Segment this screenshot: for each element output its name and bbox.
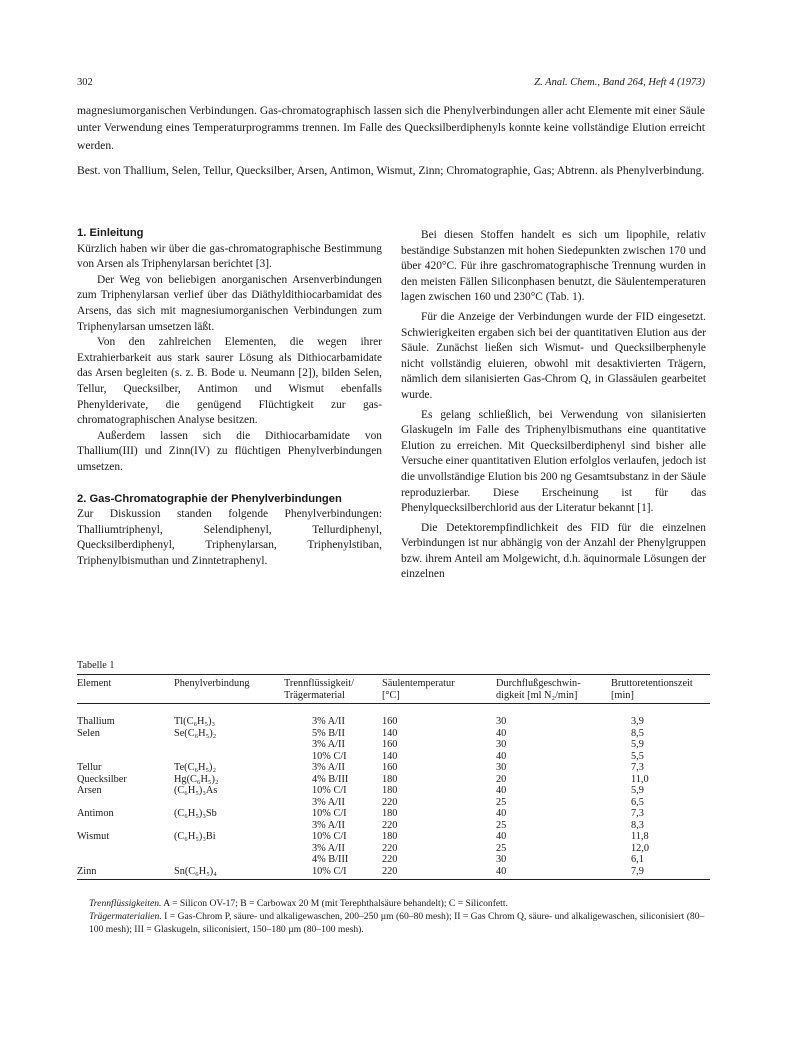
table-cell-ret: 8,3 bbox=[631, 819, 644, 831]
table-cell-ret: 6,1 bbox=[631, 854, 644, 865]
table-cell-temp: 180 bbox=[382, 808, 398, 819]
table-cell-element: Selen bbox=[77, 727, 100, 739]
table-cell-temp: 180 bbox=[382, 773, 398, 785]
table-cell-flow: 25 bbox=[496, 819, 507, 831]
paragraph: Zur Diskussion standen folgende Phenylverbindungen: Thalliumtriphenyl, Selendiphenyl, Tellurdiphenyl, Quecksilberdiphenyl, Triphenylarsan, Triphenylstiban, Triphenylbismuthan und Zinntetraphenyl. bbox=[77, 508, 382, 567]
column-header-temperature: Säulentemperatur [°C] bbox=[382, 675, 496, 704]
table-cell-phase: 10% C/I bbox=[312, 785, 347, 796]
table-cell-temp: 180 bbox=[382, 785, 398, 796]
table-cell-compound: Se(C₆H₅)₂ bbox=[174, 727, 217, 739]
table-cell-flow: 40 bbox=[496, 750, 507, 762]
table-cell-element bbox=[77, 820, 174, 832]
table-cell-element: Antimon bbox=[77, 808, 114, 819]
table-footnotes bbox=[89, 897, 711, 936]
table-cell-ret: 6,5 bbox=[631, 796, 644, 808]
keywords: Best. von Thallium, Selen, Tellur, Quecksilber, Arsen, Antimon, Wismut, Zinn; Chromatographie, Gas; Abtrenn. als Phenylverbindung. bbox=[77, 163, 705, 177]
table-cell-ret: 12,0 bbox=[631, 842, 650, 854]
table-cell-compound bbox=[174, 820, 284, 832]
table-cell-ret: 11,8 bbox=[631, 831, 649, 842]
table-cell-ret: 5,5 bbox=[631, 750, 644, 762]
table-cell-phase: 4% B/III bbox=[312, 854, 349, 865]
table-cell-temp: 220 bbox=[382, 819, 398, 831]
right-column bbox=[401, 228, 706, 583]
table-cell-flow: 20 bbox=[496, 773, 507, 785]
table-cell-phase: 10% C/I bbox=[312, 831, 347, 842]
table-row bbox=[77, 704, 710, 728]
table-cell-temp: 160 bbox=[382, 762, 398, 773]
paragraph: Von den zahlreichen Elementen, die wegen ihrer Extrahierbarkeit aus stark saurer Lösung als Dithiocarbamidate das Arsen begleiten (s. z. B. Bode u. Neumann [2]), bilden Selen, Tellur, Quecksilber, Antimon und Wismut ebenfalls Phenylderivate, die genügend Flüchtigkeit zur gas-chromatographischen Analyse besitzen. bbox=[77, 336, 382, 427]
table-cell-element bbox=[77, 739, 174, 751]
column-header-retention: Bruttoretentionszeit [min] bbox=[611, 675, 710, 704]
table-cell-ret: 7,3 bbox=[631, 808, 644, 819]
paragraph: Außerdem lassen sich die Dithiocarbamidate von Thallium(III) und Zinn(IV) zu flüchtigen Phenylverbindungen umsetzen. bbox=[77, 429, 382, 473]
paragraph: Kürzlich haben wir über die gas-chromatographische Bestimmung von Arsen als Triphenylarsan berichtet [3]. bbox=[77, 242, 382, 271]
table-cell-flow: 40 bbox=[496, 831, 507, 842]
table-cell-phase: 3% A/II bbox=[312, 842, 345, 854]
abstract-text: magnesiumorganischen Verbindungen. Gas-chromatographisch lassen sich die Phenylverbindungen aller acht Elemente mit einer Säule unter Verwendung eines Temperaturprogramms trennen. Im Falle des Quecksilberdiphenyls konnte keine vollständige Elution erreicht werden. bbox=[77, 104, 705, 152]
section-heading-einleitung: 1. Einleitung bbox=[77, 227, 144, 239]
table-cell-element bbox=[77, 751, 174, 763]
table-row bbox=[77, 785, 710, 797]
table-cell-temp: 220 bbox=[382, 842, 398, 854]
table-cell-compound: Hg(C₆H₅)₂ bbox=[174, 773, 219, 785]
table-cell-compound bbox=[174, 843, 284, 855]
table-cell-phase: 5% B/II bbox=[312, 727, 345, 739]
table-cell-flow: 30 bbox=[496, 762, 507, 773]
table-cell-ret: 5,9 bbox=[631, 739, 644, 750]
table-cell-compound: Te(C₆H₅)₂ bbox=[174, 762, 217, 773]
table-cell-phase: 3% A/II bbox=[312, 819, 345, 831]
table-cell-temp: 220 bbox=[382, 796, 398, 808]
table-cell-temp: 140 bbox=[382, 750, 398, 762]
table-row bbox=[77, 797, 710, 809]
table-cell-compound bbox=[174, 854, 284, 866]
table-cell-flow: 40 bbox=[496, 866, 611, 880]
table-cell-temp: 220 bbox=[382, 854, 398, 865]
footnote-traegermaterialien: Trägermaterialien. I = Gas-Chrom P, säure- und alkaligewaschen, 200–250 µm (60–80 mesh); II = Gas Chrom Q, säure- und alkaligewaschen, siliconisiert (80–100 mesh); III = Glaskugeln, siliconisiert, 150–180 µm (80–100 mesh). bbox=[89, 911, 705, 935]
table-cell-temp: 140 bbox=[382, 727, 398, 739]
table-cell-temp: 160 bbox=[382, 739, 398, 750]
table-cell-phase: 10% C/I bbox=[312, 750, 347, 762]
paragraph: Die Detektorempfindlichkeit des FID für die einzelnen Verbindungen ist nur abhängig von der Anzahl der Phenylgruppen bzw. ihrem Anteil am Molgewicht, d.h. äquinormale Lösungen der einzelnen bbox=[401, 521, 706, 581]
column-header-flow: Durchflußgeschwin- digkeit [ml N₂/min] bbox=[496, 675, 611, 704]
page-number: 302 bbox=[77, 77, 93, 88]
table-cell-temp: 220 bbox=[382, 866, 496, 880]
table-cell-element: Wismut bbox=[77, 831, 110, 842]
table-cell-element bbox=[77, 797, 174, 809]
paragraph: Bei diesen Stoffen handelt es sich um lipophile, relativ beständige Substanzen mit hohen Siedepunkten zwischen 170 und über 420°C. Für ihre gaschromatographische Trennung wurden in den meisten Fällen Siliconphasen benutzt, die Säulentemperaturen lagen zwischen 160 und 230°C (Tab. 1). bbox=[401, 229, 706, 304]
table-cell-flow: 25 bbox=[496, 842, 507, 854]
table-cell-compound: Sn(C₆H₅)₄ bbox=[174, 866, 284, 880]
table-row bbox=[77, 762, 710, 774]
table-cell-element: Arsen bbox=[77, 785, 102, 796]
table-row bbox=[77, 854, 710, 866]
table-row bbox=[77, 843, 710, 855]
table-cell-ret: 3,9 bbox=[631, 716, 644, 727]
table-row bbox=[77, 774, 710, 786]
table-cell-flow: 40 bbox=[496, 785, 507, 796]
table-cell-element: Zinn bbox=[77, 866, 174, 880]
table-cell-flow: 30 bbox=[496, 739, 507, 750]
table-cell-compound: (C₆H₅)₃As bbox=[174, 785, 218, 796]
table-row bbox=[77, 820, 710, 832]
table-row bbox=[77, 808, 710, 820]
table-cell-phase: 4% B/III bbox=[312, 773, 349, 785]
table-cell-ret: 8,5 bbox=[631, 727, 644, 739]
table-cell-phase: 3% A/II bbox=[312, 716, 345, 727]
running-header bbox=[77, 77, 705, 88]
table-row bbox=[77, 739, 710, 751]
column-header-element: Element bbox=[77, 675, 174, 704]
table-cell-ret: 7,9 bbox=[611, 866, 710, 880]
table-cell-flow: 30 bbox=[496, 716, 507, 727]
table-cell-element: Tellur bbox=[77, 762, 102, 773]
table-cell-compound bbox=[174, 739, 284, 751]
column-header-compound: Phenylverbindung bbox=[174, 675, 284, 704]
table-cell-element bbox=[77, 854, 174, 866]
data-table bbox=[77, 674, 710, 880]
table-row bbox=[77, 831, 710, 843]
table-cell-compound bbox=[174, 751, 284, 763]
footnote-trennfluessigkeiten: Trennflüssigkeiten. A = Silicon OV-17; B = Carbowax 20 M (mit Terephthalsäure behandelt); C = Siliconfett. bbox=[89, 898, 508, 909]
table-caption: Tabelle 1 bbox=[77, 660, 115, 671]
table-cell-flow: 40 bbox=[496, 808, 507, 819]
table-cell-phase: 10% C/I bbox=[284, 866, 382, 880]
table-cell-element bbox=[77, 843, 174, 855]
table-cell-phase: 3% A/II bbox=[312, 762, 345, 773]
table-cell-ret: 5,9 bbox=[631, 785, 644, 796]
table-cell-phase: 10% C/I bbox=[312, 808, 347, 819]
table-row bbox=[77, 866, 710, 880]
paragraph: Der Weg von beliebigen anorganischen Arsenverbindungen zum Triphenylarsan verlief über das Diäthyldithiocarbamidat des Arsens, das sich mit magnesiumorganischen Verbindungen zum Triphenylarsan umsetzen läßt. bbox=[77, 273, 382, 333]
table-cell-element: Quecksilber bbox=[77, 773, 127, 785]
table-row bbox=[77, 728, 710, 740]
section-heading-gas-chromatographie: 2. Gas-Chromatographie der Phenylverbindungen bbox=[77, 492, 342, 505]
abstract bbox=[77, 102, 705, 179]
table-cell-temp: 160 bbox=[382, 716, 398, 727]
journal-citation: Z. Anal. Chem., Band 264, Heft 4 (1973) bbox=[534, 77, 705, 88]
table-cell-flow: 25 bbox=[496, 796, 507, 808]
column-header-phase: Trennflüssigkeit/ Trägermaterial bbox=[284, 675, 382, 704]
paragraph: Für die Anzeige der Verbindungen wurde der FID eingesetzt. Schwierigkeiten ergaben sich bei der quantitativen Elution aus der Säule. Zunächst ließen sich Wismut- und Quecksilberphenyle nicht vollständig eluieren, obwohl mit desaktivierten Trägern, nämlich dem silanisierten Gas-Chrom Q, in Glassäulen gearbeitet wurde. bbox=[401, 310, 706, 401]
table-cell-phase: 3% A/II bbox=[312, 796, 345, 808]
table-cell-flow: 30 bbox=[496, 854, 507, 865]
table-header-row bbox=[77, 675, 710, 704]
table-cell-ret: 11,0 bbox=[631, 773, 649, 785]
table-cell-element: Thallium bbox=[77, 716, 115, 727]
paragraph: Es gelang schließlich, bei Verwendung von silanisierten Glaskugeln im Falle des Triphenylbismuthans eine quantitative Elution zu erreichen. Mit Quecksilberdiphenyl sind bisher alle Versuche einer quantitativen Elution erfolglos verlaufen, jedoch ist die unvollständige Elution bis 200 ng Gesamtsubstanz in der Säule reproduzierbar. Diese Erscheinung ist für das Phenylquecksilberchlorid aus der Literatur bekannt [1]. bbox=[401, 408, 706, 515]
table-cell-compound: (C₆H₅)₃Bi bbox=[174, 831, 216, 842]
table-cell-temp: 180 bbox=[382, 831, 398, 842]
table-cell-compound: Tl(C₆H₅)₃ bbox=[174, 716, 216, 727]
table-cell-phase: 3% A/II bbox=[312, 739, 345, 750]
table-cell-compound: (C₆H₅)₃Sb bbox=[174, 808, 217, 819]
table-row bbox=[77, 751, 710, 763]
left-column bbox=[77, 226, 382, 569]
table-cell-flow: 40 bbox=[496, 727, 507, 739]
table-cell-compound bbox=[174, 797, 284, 809]
table-cell-ret: 7,3 bbox=[631, 762, 644, 773]
